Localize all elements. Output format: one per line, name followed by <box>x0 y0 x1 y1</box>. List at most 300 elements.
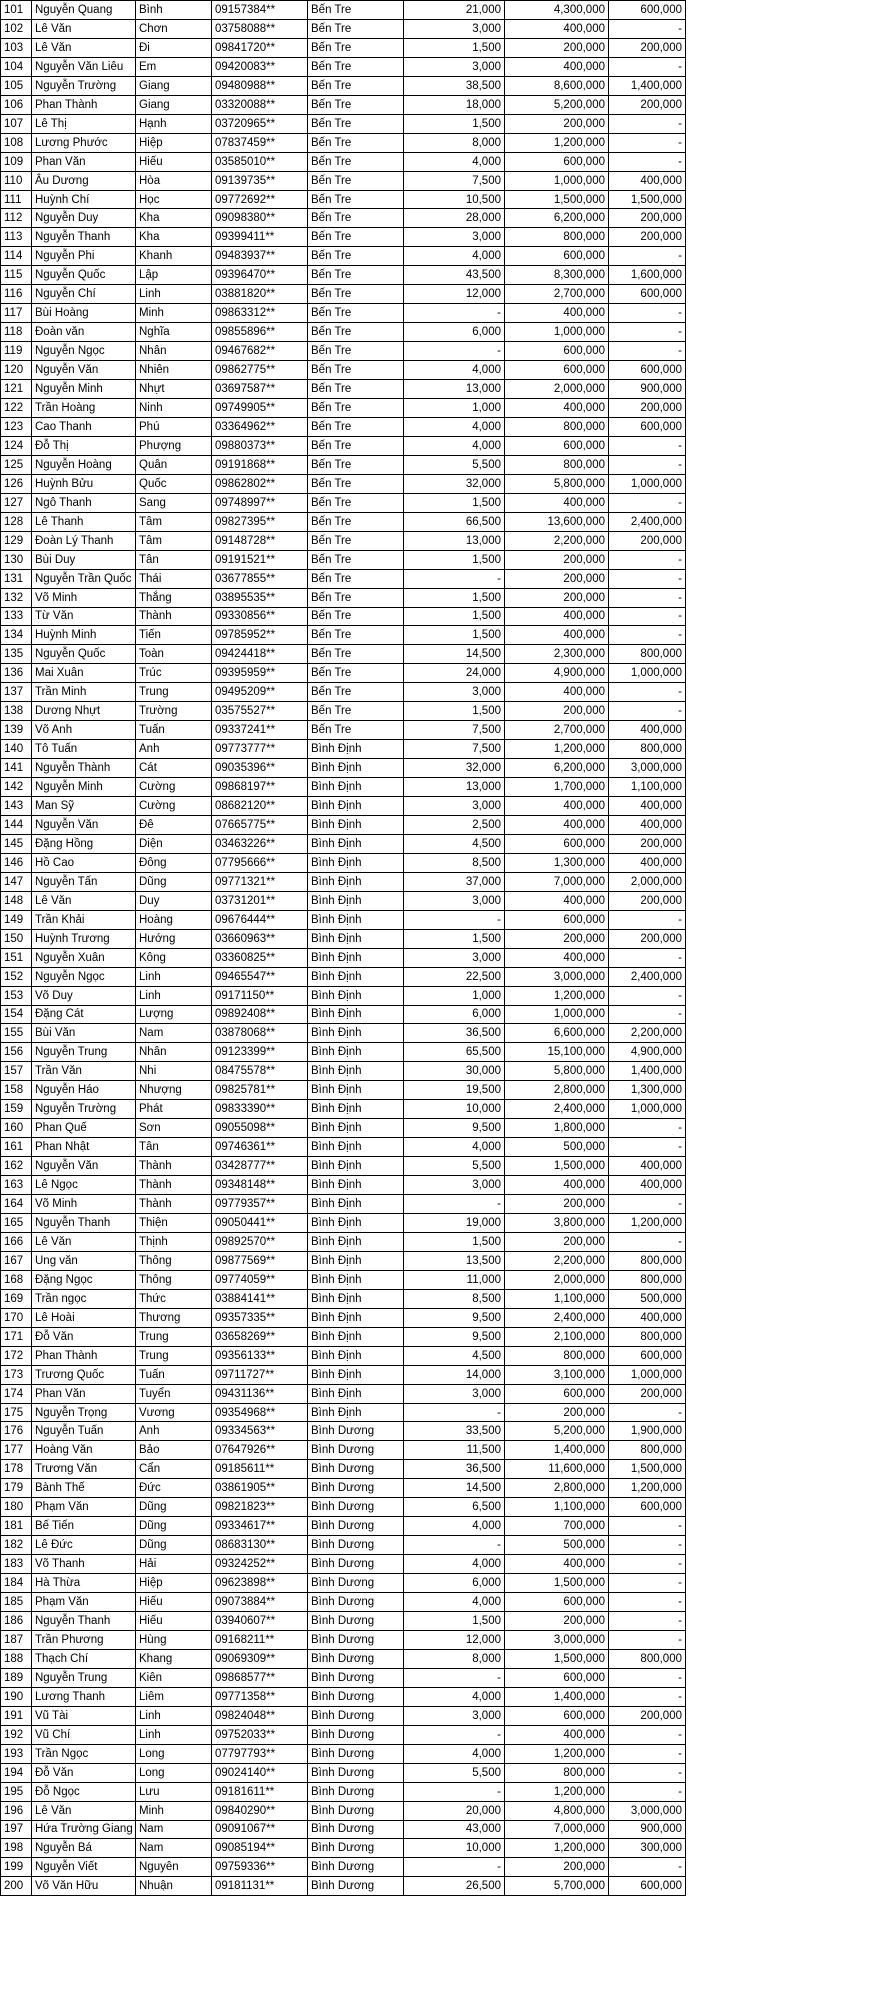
bonus-cell: - <box>609 114 686 133</box>
table-row <box>1 1706 686 1725</box>
table-row <box>1 1289 686 1308</box>
bonus-cell: 2,400,000 <box>609 967 686 986</box>
last-middle-name-cell: Ung văn <box>32 1251 136 1270</box>
points-cell: 21,000 <box>404 1 505 20</box>
first-name-cell: Thắng <box>136 588 212 607</box>
points-cell: - <box>404 304 505 323</box>
bonus-cell: - <box>609 493 686 512</box>
row-number-cell: 117 <box>1 304 32 323</box>
table-row <box>1 1081 686 1100</box>
province-cell: Bến Tre <box>308 531 404 550</box>
first-name-cell: Nam <box>136 1024 212 1043</box>
province-cell: Bến Tre <box>308 399 404 418</box>
phone-cell: 07837459** <box>212 133 308 152</box>
table-row <box>1 152 686 171</box>
table-row <box>1 1593 686 1612</box>
amount-cell: 1,200,000 <box>505 1782 609 1801</box>
phone-cell: 09773777** <box>212 740 308 759</box>
points-cell: 5,500 <box>404 1157 505 1176</box>
province-cell: Bến Tre <box>308 569 404 588</box>
last-middle-name-cell: Đỗ Thị <box>32 436 136 455</box>
table-row <box>1 891 686 910</box>
first-name-cell: Tuấn <box>136 1365 212 1384</box>
row-number-cell: 172 <box>1 1346 32 1365</box>
first-name-cell: Nhân <box>136 1043 212 1062</box>
first-name-cell: Linh <box>136 967 212 986</box>
first-name-cell: Hiếu <box>136 1612 212 1631</box>
amount-cell: 400,000 <box>505 493 609 512</box>
first-name-cell: Đi <box>136 38 212 57</box>
last-middle-name-cell: Hà Thừa <box>32 1574 136 1593</box>
row-number-cell: 170 <box>1 1308 32 1327</box>
table-row <box>1 1839 686 1858</box>
table-row <box>1 1157 686 1176</box>
last-middle-name-cell: Nguyễn Phi <box>32 247 136 266</box>
bonus-cell: - <box>609 1612 686 1631</box>
row-number-cell: 152 <box>1 967 32 986</box>
table-row <box>1 323 686 342</box>
amount-cell: 500,000 <box>505 1138 609 1157</box>
amount-cell: 400,000 <box>505 399 609 418</box>
row-number-cell: 189 <box>1 1668 32 1687</box>
province-cell: Bình Định <box>308 1100 404 1119</box>
points-cell: 3,000 <box>404 1176 505 1195</box>
province-cell: Bến Tre <box>308 683 404 702</box>
amount-cell: 1,500,000 <box>505 190 609 209</box>
table-row <box>1 361 686 380</box>
province-cell: Bình Định <box>308 891 404 910</box>
amount-cell: 400,000 <box>505 304 609 323</box>
table-row <box>1 1346 686 1365</box>
points-cell: 13,000 <box>404 778 505 797</box>
bonus-cell: - <box>609 1119 686 1138</box>
last-middle-name-cell: Huỳnh Chí <box>32 190 136 209</box>
amount-cell: 1,500,000 <box>505 1157 609 1176</box>
first-name-cell: Đức <box>136 1479 212 1498</box>
province-cell: Bình Định <box>308 1043 404 1062</box>
points-cell: 3,000 <box>404 948 505 967</box>
first-name-cell: Diện <box>136 834 212 853</box>
amount-cell: 2,700,000 <box>505 721 609 740</box>
first-name-cell: Nhuận <box>136 1877 212 1896</box>
first-name-cell: Trung <box>136 683 212 702</box>
last-middle-name-cell: Đặng Ngọc <box>32 1270 136 1289</box>
amount-cell: 200,000 <box>505 1195 609 1214</box>
table-row <box>1 569 686 588</box>
points-cell: 10,000 <box>404 1839 505 1858</box>
points-cell: 4,000 <box>404 1138 505 1157</box>
last-middle-name-cell: Trương Văn <box>32 1460 136 1479</box>
first-name-cell: Hùng <box>136 1630 212 1649</box>
phone-cell: 09749905** <box>212 399 308 418</box>
amount-cell: 5,200,000 <box>505 95 609 114</box>
amount-cell: 1,200,000 <box>505 133 609 152</box>
row-number-cell: 176 <box>1 1422 32 1441</box>
row-number-cell: 103 <box>1 38 32 57</box>
row-number-cell: 143 <box>1 797 32 816</box>
table-row <box>1 550 686 569</box>
points-cell: 3,000 <box>404 228 505 247</box>
phone-cell: 09467682** <box>212 342 308 361</box>
row-number-cell: 132 <box>1 588 32 607</box>
last-middle-name-cell: Nguyễn Thành <box>32 759 136 778</box>
points-cell: 20,000 <box>404 1801 505 1820</box>
last-middle-name-cell: Võ Thanh <box>32 1555 136 1574</box>
points-cell: 22,500 <box>404 967 505 986</box>
phone-cell: 09495209** <box>212 683 308 702</box>
row-number-cell: 133 <box>1 607 32 626</box>
bonus-cell: - <box>609 1668 686 1687</box>
phone-cell: 09337241** <box>212 721 308 740</box>
last-middle-name-cell: Đỗ Văn <box>32 1763 136 1782</box>
province-cell: Bình Dương <box>308 1839 404 1858</box>
row-number-cell: 175 <box>1 1403 32 1422</box>
first-name-cell: Thành <box>136 1176 212 1195</box>
last-middle-name-cell: Đặng Cát <box>32 1005 136 1024</box>
points-cell: 1,500 <box>404 626 505 645</box>
phone-cell: 03884141** <box>212 1289 308 1308</box>
table-row <box>1 1024 686 1043</box>
bonus-cell: - <box>609 455 686 474</box>
points-cell: 1,500 <box>404 929 505 948</box>
province-cell: Bến Tre <box>308 114 404 133</box>
phone-cell: 09181131** <box>212 1877 308 1896</box>
phone-cell: 03895535** <box>212 588 308 607</box>
points-cell: 3,000 <box>404 57 505 76</box>
phone-cell: 03660963** <box>212 929 308 948</box>
table-row <box>1 1270 686 1289</box>
last-middle-name-cell: Bùi Duy <box>32 550 136 569</box>
amount-cell: 1,700,000 <box>505 778 609 797</box>
province-cell: Bến Tre <box>308 626 404 645</box>
points-cell: 13,000 <box>404 531 505 550</box>
province-cell: Bình Định <box>308 1005 404 1024</box>
province-cell: Bình Dương <box>308 1649 404 1668</box>
phone-cell: 09480988** <box>212 76 308 95</box>
first-name-cell: Tâm <box>136 531 212 550</box>
first-name-cell: Kiên <box>136 1668 212 1687</box>
bonus-cell: 200,000 <box>609 834 686 853</box>
table-row <box>1 1138 686 1157</box>
last-middle-name-cell: Nguyễn Trung <box>32 1043 136 1062</box>
row-number-cell: 177 <box>1 1441 32 1460</box>
province-cell: Bến Tre <box>308 228 404 247</box>
province-cell: Bến Tre <box>308 266 404 285</box>
points-cell: 1,000 <box>404 399 505 418</box>
amount-cell: 600,000 <box>505 834 609 853</box>
bonus-cell: - <box>609 342 686 361</box>
row-number-cell: 106 <box>1 95 32 114</box>
points-cell: 6,000 <box>404 1574 505 1593</box>
phone-cell: 09050441** <box>212 1214 308 1233</box>
first-name-cell: Nhượng <box>136 1081 212 1100</box>
points-cell: 14,500 <box>404 645 505 664</box>
amount-cell: 5,700,000 <box>505 1877 609 1896</box>
points-cell: 8,000 <box>404 133 505 152</box>
phone-cell: 09191868** <box>212 455 308 474</box>
province-cell: Bến Tre <box>308 436 404 455</box>
first-name-cell: Nguyên <box>136 1858 212 1877</box>
row-number-cell: 187 <box>1 1630 32 1649</box>
last-middle-name-cell: Nguyễn Trường <box>32 1100 136 1119</box>
amount-cell: 1,000,000 <box>505 171 609 190</box>
amount-cell: 3,800,000 <box>505 1214 609 1233</box>
last-middle-name-cell: Hoàng Văn <box>32 1441 136 1460</box>
points-cell: 30,000 <box>404 1062 505 1081</box>
province-cell: Bình Định <box>308 834 404 853</box>
row-number-cell: 125 <box>1 455 32 474</box>
first-name-cell: Dũng <box>136 1517 212 1536</box>
table-row <box>1 967 686 986</box>
last-middle-name-cell: Nguyễn Chí <box>32 285 136 304</box>
first-name-cell: Dũng <box>136 1536 212 1555</box>
amount-cell: 7,000,000 <box>505 1820 609 1839</box>
province-cell: Bình Định <box>308 1232 404 1251</box>
bonus-cell: - <box>609 702 686 721</box>
province-cell: Bến Tre <box>308 285 404 304</box>
bonus-cell: - <box>609 986 686 1005</box>
points-cell: 9,500 <box>404 1308 505 1327</box>
first-name-cell: Liêm <box>136 1687 212 1706</box>
row-number-cell: 198 <box>1 1839 32 1858</box>
first-name-cell: Tân <box>136 1138 212 1157</box>
row-number-cell: 199 <box>1 1858 32 1877</box>
amount-cell: 8,300,000 <box>505 266 609 285</box>
points-cell: 9,500 <box>404 1119 505 1138</box>
phone-cell: 09772692** <box>212 190 308 209</box>
amount-cell: 400,000 <box>505 57 609 76</box>
first-name-cell: Bảo <box>136 1441 212 1460</box>
amount-cell: 2,800,000 <box>505 1081 609 1100</box>
last-middle-name-cell: Phan Quế <box>32 1119 136 1138</box>
last-middle-name-cell: Âu Dương <box>32 171 136 190</box>
points-cell: 3,000 <box>404 891 505 910</box>
amount-cell: 4,800,000 <box>505 1801 609 1820</box>
table-row <box>1 872 686 891</box>
last-middle-name-cell: Trần Ngọc <box>32 1744 136 1763</box>
first-name-cell: Khanh <box>136 247 212 266</box>
province-cell: Bình Định <box>308 1138 404 1157</box>
first-name-cell: Dũng <box>136 1498 212 1517</box>
bonus-cell: 800,000 <box>609 1327 686 1346</box>
phone-cell: 03878068** <box>212 1024 308 1043</box>
phone-cell: 09399411** <box>212 228 308 247</box>
last-middle-name-cell: Đỗ Văn <box>32 1327 136 1346</box>
points-cell: 9,500 <box>404 1327 505 1346</box>
row-number-cell: 109 <box>1 152 32 171</box>
amount-cell: 600,000 <box>505 436 609 455</box>
last-middle-name-cell: Nguyễn Thanh <box>32 228 136 247</box>
row-number-cell: 200 <box>1 1877 32 1896</box>
last-middle-name-cell: Đặng Hồng <box>32 834 136 853</box>
province-cell: Bến Tre <box>308 304 404 323</box>
bonus-cell: - <box>609 1630 686 1649</box>
phone-cell: 03658269** <box>212 1327 308 1346</box>
table-row <box>1 1763 686 1782</box>
points-cell: 1,500 <box>404 1232 505 1251</box>
last-middle-name-cell: Bùi Hoàng <box>32 304 136 323</box>
last-middle-name-cell: Từ Văn <box>32 607 136 626</box>
amount-cell: 600,000 <box>505 361 609 380</box>
phone-cell: 09348148** <box>212 1176 308 1195</box>
phone-cell: 09862775** <box>212 361 308 380</box>
phone-cell: 03320088** <box>212 95 308 114</box>
amount-cell: 200,000 <box>505 550 609 569</box>
province-cell: Bến Tre <box>308 380 404 399</box>
province-cell: Bình Dương <box>308 1725 404 1744</box>
row-number-cell: 116 <box>1 285 32 304</box>
points-cell: 4,000 <box>404 1517 505 1536</box>
row-number-cell: 108 <box>1 133 32 152</box>
bonus-cell: - <box>609 1517 686 1536</box>
phone-cell: 09676444** <box>212 910 308 929</box>
first-name-cell: Thương <box>136 1308 212 1327</box>
phone-cell: 03697587** <box>212 380 308 399</box>
phone-cell: 09334617** <box>212 1517 308 1536</box>
first-name-cell: Chơn <box>136 19 212 38</box>
bonus-cell: 400,000 <box>609 853 686 872</box>
phone-cell: 09395959** <box>212 664 308 683</box>
points-cell: 1,500 <box>404 1612 505 1631</box>
bonus-cell: 1,400,000 <box>609 1062 686 1081</box>
last-middle-name-cell: Nguyễn Minh <box>32 380 136 399</box>
phone-cell: 09827395** <box>212 512 308 531</box>
bonus-cell: - <box>609 247 686 266</box>
table-row <box>1 1574 686 1593</box>
phone-cell: 03360825** <box>212 948 308 967</box>
bonus-cell: - <box>609 683 686 702</box>
bonus-cell: - <box>609 1593 686 1612</box>
bonus-cell: - <box>609 569 686 588</box>
row-number-cell: 122 <box>1 399 32 418</box>
first-name-cell: Học <box>136 190 212 209</box>
province-cell: Bình Dương <box>308 1422 404 1441</box>
bonus-cell: - <box>609 152 686 171</box>
points-cell: 1,500 <box>404 38 505 57</box>
first-name-cell: Duy <box>136 891 212 910</box>
bonus-cell: 4,900,000 <box>609 1043 686 1062</box>
amount-cell: 1,000,000 <box>505 1005 609 1024</box>
amount-cell: 15,100,000 <box>505 1043 609 1062</box>
bonus-cell: 1,500,000 <box>609 190 686 209</box>
province-cell: Bình Dương <box>308 1687 404 1706</box>
province-cell: Bến Tre <box>308 209 404 228</box>
phone-cell: 09024140** <box>212 1763 308 1782</box>
table-row <box>1 133 686 152</box>
amount-cell: 1,200,000 <box>505 740 609 759</box>
row-number-cell: 127 <box>1 493 32 512</box>
amount-cell: 3,000,000 <box>505 1630 609 1649</box>
phone-cell: 03463226** <box>212 834 308 853</box>
bonus-cell: - <box>609 436 686 455</box>
last-middle-name-cell: Võ Minh <box>32 588 136 607</box>
points-cell: 7,500 <box>404 721 505 740</box>
bonus-cell: 1,600,000 <box>609 266 686 285</box>
last-middle-name-cell: Nguyễn Văn <box>32 1157 136 1176</box>
last-middle-name-cell: Nguyễn Trung <box>32 1668 136 1687</box>
bonus-cell: 200,000 <box>609 531 686 550</box>
points-cell: 33,500 <box>404 1422 505 1441</box>
row-number-cell: 110 <box>1 171 32 190</box>
first-name-cell: Lưu <box>136 1782 212 1801</box>
province-cell: Bình Dương <box>308 1858 404 1877</box>
province-cell: Bến Tre <box>308 190 404 209</box>
first-name-cell: Thành <box>136 1195 212 1214</box>
table-row <box>1 399 686 418</box>
amount-cell: 11,600,000 <box>505 1460 609 1479</box>
table-row <box>1 1422 686 1441</box>
first-name-cell: Hạnh <box>136 114 212 133</box>
last-middle-name-cell: Trần ngọc <box>32 1289 136 1308</box>
amount-cell: 600,000 <box>505 247 609 266</box>
bonus-cell: 1,400,000 <box>609 76 686 95</box>
province-cell: Bình Định <box>308 1289 404 1308</box>
points-cell: 18,000 <box>404 95 505 114</box>
row-number-cell: 149 <box>1 910 32 929</box>
phone-cell: 09868577** <box>212 1668 308 1687</box>
amount-cell: 2,000,000 <box>505 380 609 399</box>
bonus-cell: 400,000 <box>609 1157 686 1176</box>
amount-cell: 400,000 <box>505 607 609 626</box>
phone-cell: 03364962** <box>212 417 308 436</box>
province-cell: Bình Dương <box>308 1744 404 1763</box>
table-row <box>1 455 686 474</box>
last-middle-name-cell: Thạch Chí <box>32 1649 136 1668</box>
table-row <box>1 304 686 323</box>
table-row <box>1 948 686 967</box>
last-middle-name-cell: Phạm Văn <box>32 1593 136 1612</box>
row-number-cell: 171 <box>1 1327 32 1346</box>
row-number-cell: 151 <box>1 948 32 967</box>
first-name-cell: Hiếu <box>136 1593 212 1612</box>
row-number-cell: 192 <box>1 1725 32 1744</box>
last-middle-name-cell: Nguyễn Tuấn <box>32 1422 136 1441</box>
points-cell: 14,000 <box>404 1365 505 1384</box>
amount-cell: 400,000 <box>505 683 609 702</box>
phone-cell: 08475578** <box>212 1062 308 1081</box>
last-middle-name-cell: Đoàn văn <box>32 323 136 342</box>
province-cell: Bình Định <box>308 1157 404 1176</box>
row-number-cell: 155 <box>1 1024 32 1043</box>
points-cell: 4,000 <box>404 361 505 380</box>
row-number-cell: 150 <box>1 929 32 948</box>
phone-cell: 09324252** <box>212 1555 308 1574</box>
bonus-cell: 800,000 <box>609 1251 686 1270</box>
province-cell: Bình Dương <box>308 1536 404 1555</box>
amount-cell: 600,000 <box>505 910 609 929</box>
amount-cell: 2,300,000 <box>505 645 609 664</box>
phone-cell: 03940607** <box>212 1612 308 1631</box>
amount-cell: 200,000 <box>505 1612 609 1631</box>
province-cell: Bình Định <box>308 1327 404 1346</box>
phone-cell: 09420083** <box>212 57 308 76</box>
amount-cell: 8,600,000 <box>505 76 609 95</box>
amount-cell: 400,000 <box>505 626 609 645</box>
phone-cell: 09771358** <box>212 1687 308 1706</box>
table-row <box>1 1612 686 1631</box>
table-row <box>1 1649 686 1668</box>
amount-cell: 5,200,000 <box>505 1422 609 1441</box>
first-name-cell: Hướng <box>136 929 212 948</box>
last-middle-name-cell: Lê Đức <box>32 1536 136 1555</box>
bonus-cell: 200,000 <box>609 891 686 910</box>
province-cell: Bến Tre <box>308 19 404 38</box>
phone-cell: 09771321** <box>212 872 308 891</box>
points-cell: 14,500 <box>404 1479 505 1498</box>
phone-cell: 09334563** <box>212 1422 308 1441</box>
table-row <box>1 1517 686 1536</box>
first-name-cell: Minh <box>136 304 212 323</box>
